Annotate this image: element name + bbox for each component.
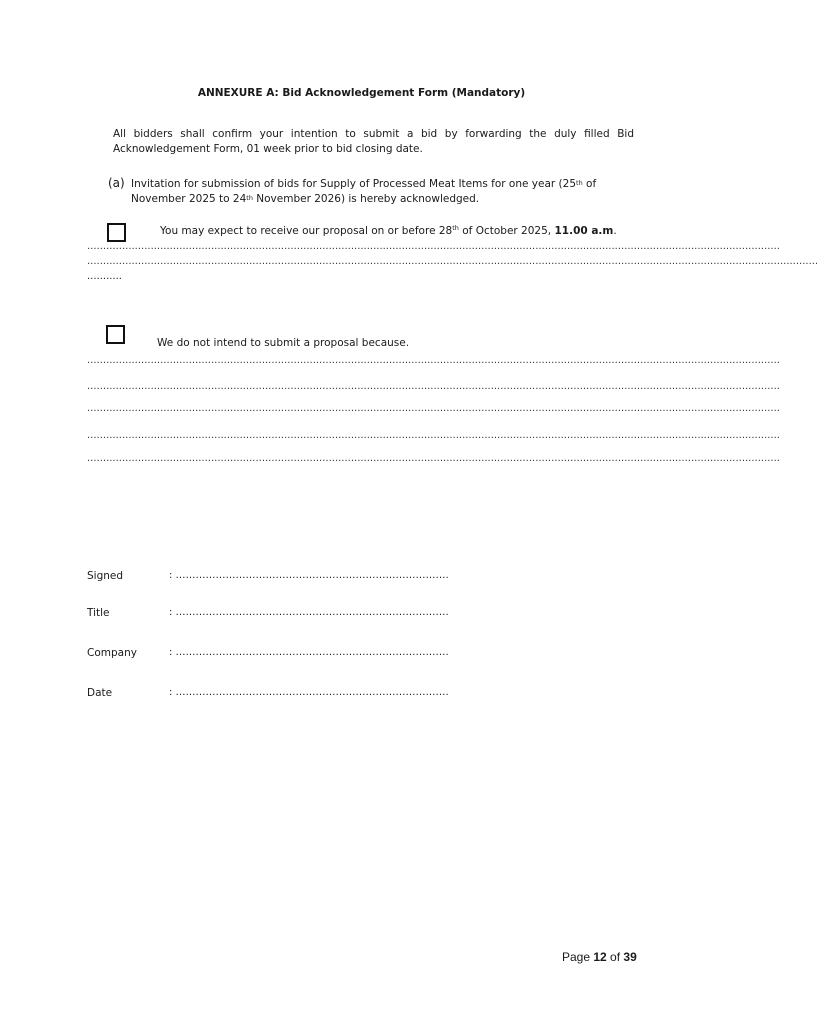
date-label: Date [87,687,113,699]
dotted-line: .......................................................................................................................................................................................................................... [87,241,780,252]
company-label: Company [87,647,137,659]
item-label: (a) [108,176,125,190]
date-field[interactable]: : ………………………………………………………………………. [169,687,449,698]
title-label: Title [87,607,110,619]
submit-proposal-text: You may expect to receive our proposal on or before 28th of October 2025, 11.00 a.m. [160,224,617,237]
decline-proposal-text: We do not intend to submit a proposal because. [157,337,410,349]
page-title: ANNEXURE A: Bid Acknowledgement Form (Mandatory) [197,87,526,99]
title-field[interactable]: : ………………………………………………………………………. [169,607,449,618]
dotted-line: .......................................................................................................................................................................................................................... [87,403,780,414]
submit-proposal-checkbox[interactable] [107,223,126,242]
decline-proposal-checkbox[interactable] [106,325,125,344]
dotted-line: ...................................................................................................................................................................................................................................... [87,256,818,267]
signed-field[interactable]: : ………………………………………………………………………. [169,570,449,581]
company-field[interactable]: : ………………………………………………………………………. [169,647,449,658]
signed-label: Signed [87,570,124,582]
dotted-line: .......................................................................................................................................................................................................................... [87,430,780,441]
intro-paragraph: All bidders shall confirm your intention to submit a bid by forwarding the duly filled Bid Acknowledgement Form, 01 week prior to bid closing date. [113,128,634,155]
dotted-line-short: ........... [87,271,122,282]
item-text: Invitation for submission of bids for Supply of Processed Meat Items for one year (25th of November 2025 to 24th November 2026) is hereby acknowledged. [131,178,597,205]
dotted-line: .......................................................................................................................................................................................................................... [87,355,780,366]
dotted-line: .......................................................................................................................................................................................................................... [87,453,780,464]
page-number: Page 12 of 39 [562,950,637,964]
dotted-line: .......................................................................................................................................................................................................................... [87,381,780,392]
